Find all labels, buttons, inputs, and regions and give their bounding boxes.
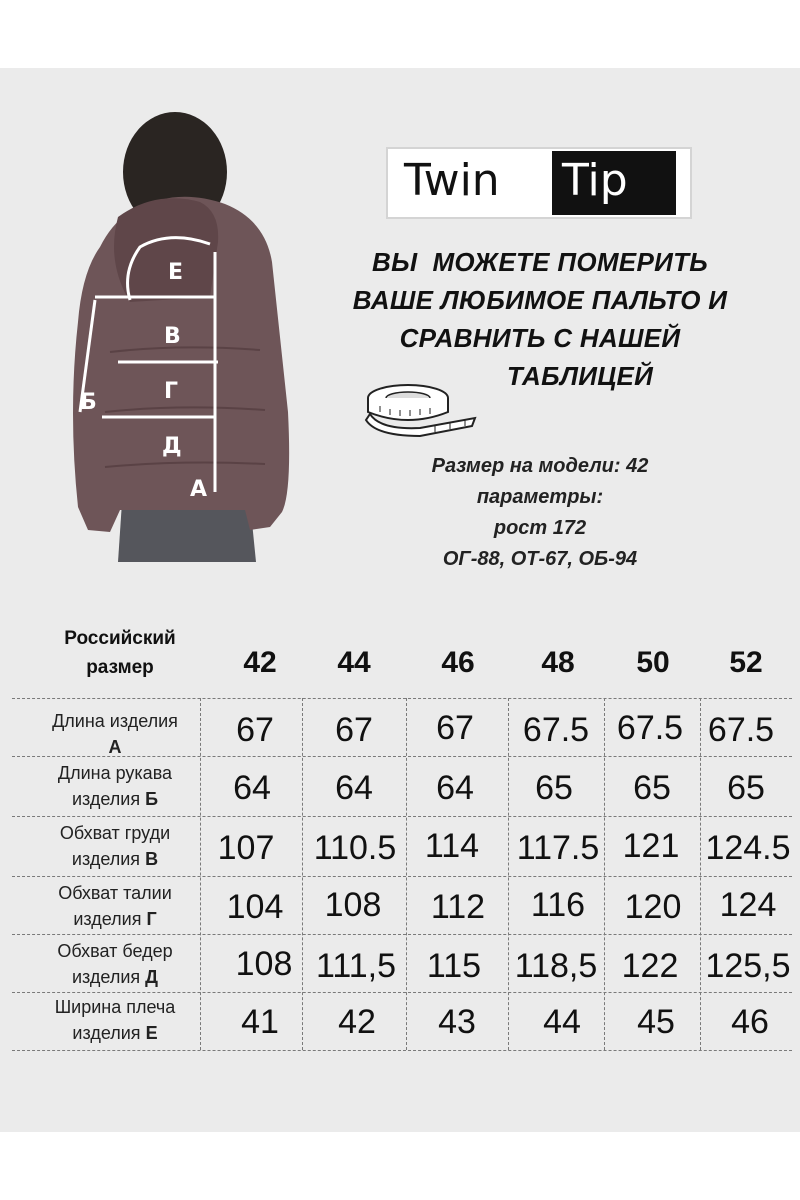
row-label-text: Обхват талии xyxy=(58,883,172,903)
table-cell: 67 xyxy=(335,711,373,749)
row-label-chest xyxy=(20,820,210,872)
logo-word-twin: Twin xyxy=(404,155,500,206)
measuring-tape-icon xyxy=(360,378,480,438)
size-header-cell: 52 xyxy=(729,646,763,679)
size-header-cell: 50 xyxy=(636,646,670,679)
row-letter: Д xyxy=(145,967,158,987)
table-column-divider xyxy=(604,698,605,1050)
table-cell: 65 xyxy=(535,769,573,807)
label-B: Б xyxy=(80,390,97,415)
model-info xyxy=(380,451,700,575)
row-label-length xyxy=(20,708,210,760)
row-label-shoulder xyxy=(20,994,210,1046)
table-cell: 64 xyxy=(436,769,474,807)
headline-line-3: СРАВНИТЬ С НАШЕЙ xyxy=(399,323,681,353)
label-D: Д xyxy=(162,434,182,459)
logo-word-tip: Tip xyxy=(562,155,628,206)
jacket-illustration xyxy=(60,112,310,562)
table-column-divider xyxy=(508,698,509,1050)
model-size: Размер на модели: 42 xyxy=(431,455,649,477)
table-column-divider xyxy=(700,698,701,1050)
table-cell: 114 xyxy=(424,827,480,865)
row-label-text: Длина изделия xyxy=(52,711,178,731)
row-letter: Б xyxy=(145,789,159,809)
table-cell: 121 xyxy=(622,827,680,865)
table-column-divider xyxy=(302,698,303,1050)
twintip-logo xyxy=(386,147,692,219)
row-label-hips xyxy=(20,938,210,990)
table-cell: 112 xyxy=(430,888,486,926)
table-cell: 65 xyxy=(633,769,671,807)
size-header-cell: 48 xyxy=(541,646,575,679)
model-height: рост 172 xyxy=(493,517,587,539)
row-label-text2: изделия xyxy=(71,849,141,869)
table-cell: 107 xyxy=(217,829,275,867)
row-letter: Г xyxy=(146,909,157,929)
table-divider xyxy=(12,1050,792,1051)
model-params-title: параметры: xyxy=(476,486,604,508)
headline-line-2: ВАШЕ ЛЮБИМОЕ ПАЛЬТО И xyxy=(352,285,728,315)
table-cell: 67.5 xyxy=(522,711,590,749)
row-letter: Е xyxy=(145,1023,158,1043)
table-cell: 67.5 xyxy=(707,711,775,749)
table-cell: 125,5 xyxy=(705,947,791,985)
table-cell: 120 xyxy=(624,888,682,926)
table-cell: 65 xyxy=(727,769,765,807)
row-label-text: Ширина плеча xyxy=(54,997,176,1017)
row-letter: В xyxy=(145,849,159,869)
table-divider xyxy=(12,876,792,877)
label-E: Е xyxy=(168,260,184,285)
table-cell: 64 xyxy=(233,769,271,807)
label-A: А xyxy=(190,477,208,502)
row-label-waist xyxy=(20,880,210,932)
table-cell: 43 xyxy=(438,1003,476,1041)
row-label-text: Обхват бедер xyxy=(57,941,173,961)
row-label-text2: изделия xyxy=(72,967,141,987)
row-label-text2: изделия xyxy=(71,789,141,809)
row-label-text2: изделия xyxy=(73,909,142,929)
size-header-label-line2: размер xyxy=(86,657,154,678)
table-cell: 108 xyxy=(324,886,382,924)
headline-line-4: ТАБЛИЦЕЙ xyxy=(506,361,654,391)
table-cell: 64 xyxy=(335,769,373,807)
table-cell: 111,5 xyxy=(315,947,397,985)
row-label-text: Обхват груди xyxy=(59,823,171,843)
logo-black-box xyxy=(552,151,676,215)
label-G: Г xyxy=(164,379,179,404)
row-label-sleeve xyxy=(20,760,210,812)
table-cell: 124.5 xyxy=(705,829,791,867)
table-divider xyxy=(12,816,792,817)
table-cell: 108 xyxy=(235,945,293,983)
table-divider xyxy=(12,992,792,993)
table-cell: 67.5 xyxy=(616,709,684,747)
size-header-cell: 44 xyxy=(337,646,371,679)
table-cell: 118,5 xyxy=(514,947,598,985)
row-label-text2: изделия xyxy=(72,1023,141,1043)
table-cell: 41 xyxy=(241,1003,279,1041)
table-cell: 110.5 xyxy=(313,829,397,867)
label-V: В xyxy=(164,324,181,349)
table-column-divider xyxy=(406,698,407,1050)
table-cell: 122 xyxy=(621,947,679,985)
table-cell: 42 xyxy=(338,1003,376,1041)
table-cell: 116 xyxy=(530,886,586,924)
size-header-label-line1: Российский xyxy=(64,628,176,649)
size-header-label xyxy=(40,624,200,682)
table-cell: 67 xyxy=(436,709,474,747)
row-letter: А xyxy=(108,737,122,757)
jacket-measurement-figure xyxy=(60,112,310,562)
table-cell: 67 xyxy=(236,711,274,749)
table-cell: 104 xyxy=(226,888,284,926)
size-header-cell: 46 xyxy=(441,646,475,679)
model-measurements: ОГ-88, ОТ-67, ОБ-94 xyxy=(442,548,638,570)
headline xyxy=(330,243,750,395)
headline-line-1: ВЫ МОЖЕТЕ ПОМЕРИТЬ xyxy=(372,247,708,277)
table-divider xyxy=(12,934,792,935)
table-cell: 44 xyxy=(543,1003,581,1041)
table-cell: 117.5 xyxy=(516,829,600,867)
table-cell: 124 xyxy=(719,886,777,924)
size-header-cell: 42 xyxy=(243,646,277,679)
row-label-text: Длина рукава xyxy=(57,763,173,783)
table-cell: 45 xyxy=(637,1003,675,1041)
table-cell: 115 xyxy=(426,947,482,985)
table-cell: 46 xyxy=(731,1003,769,1041)
table-divider xyxy=(12,698,792,699)
